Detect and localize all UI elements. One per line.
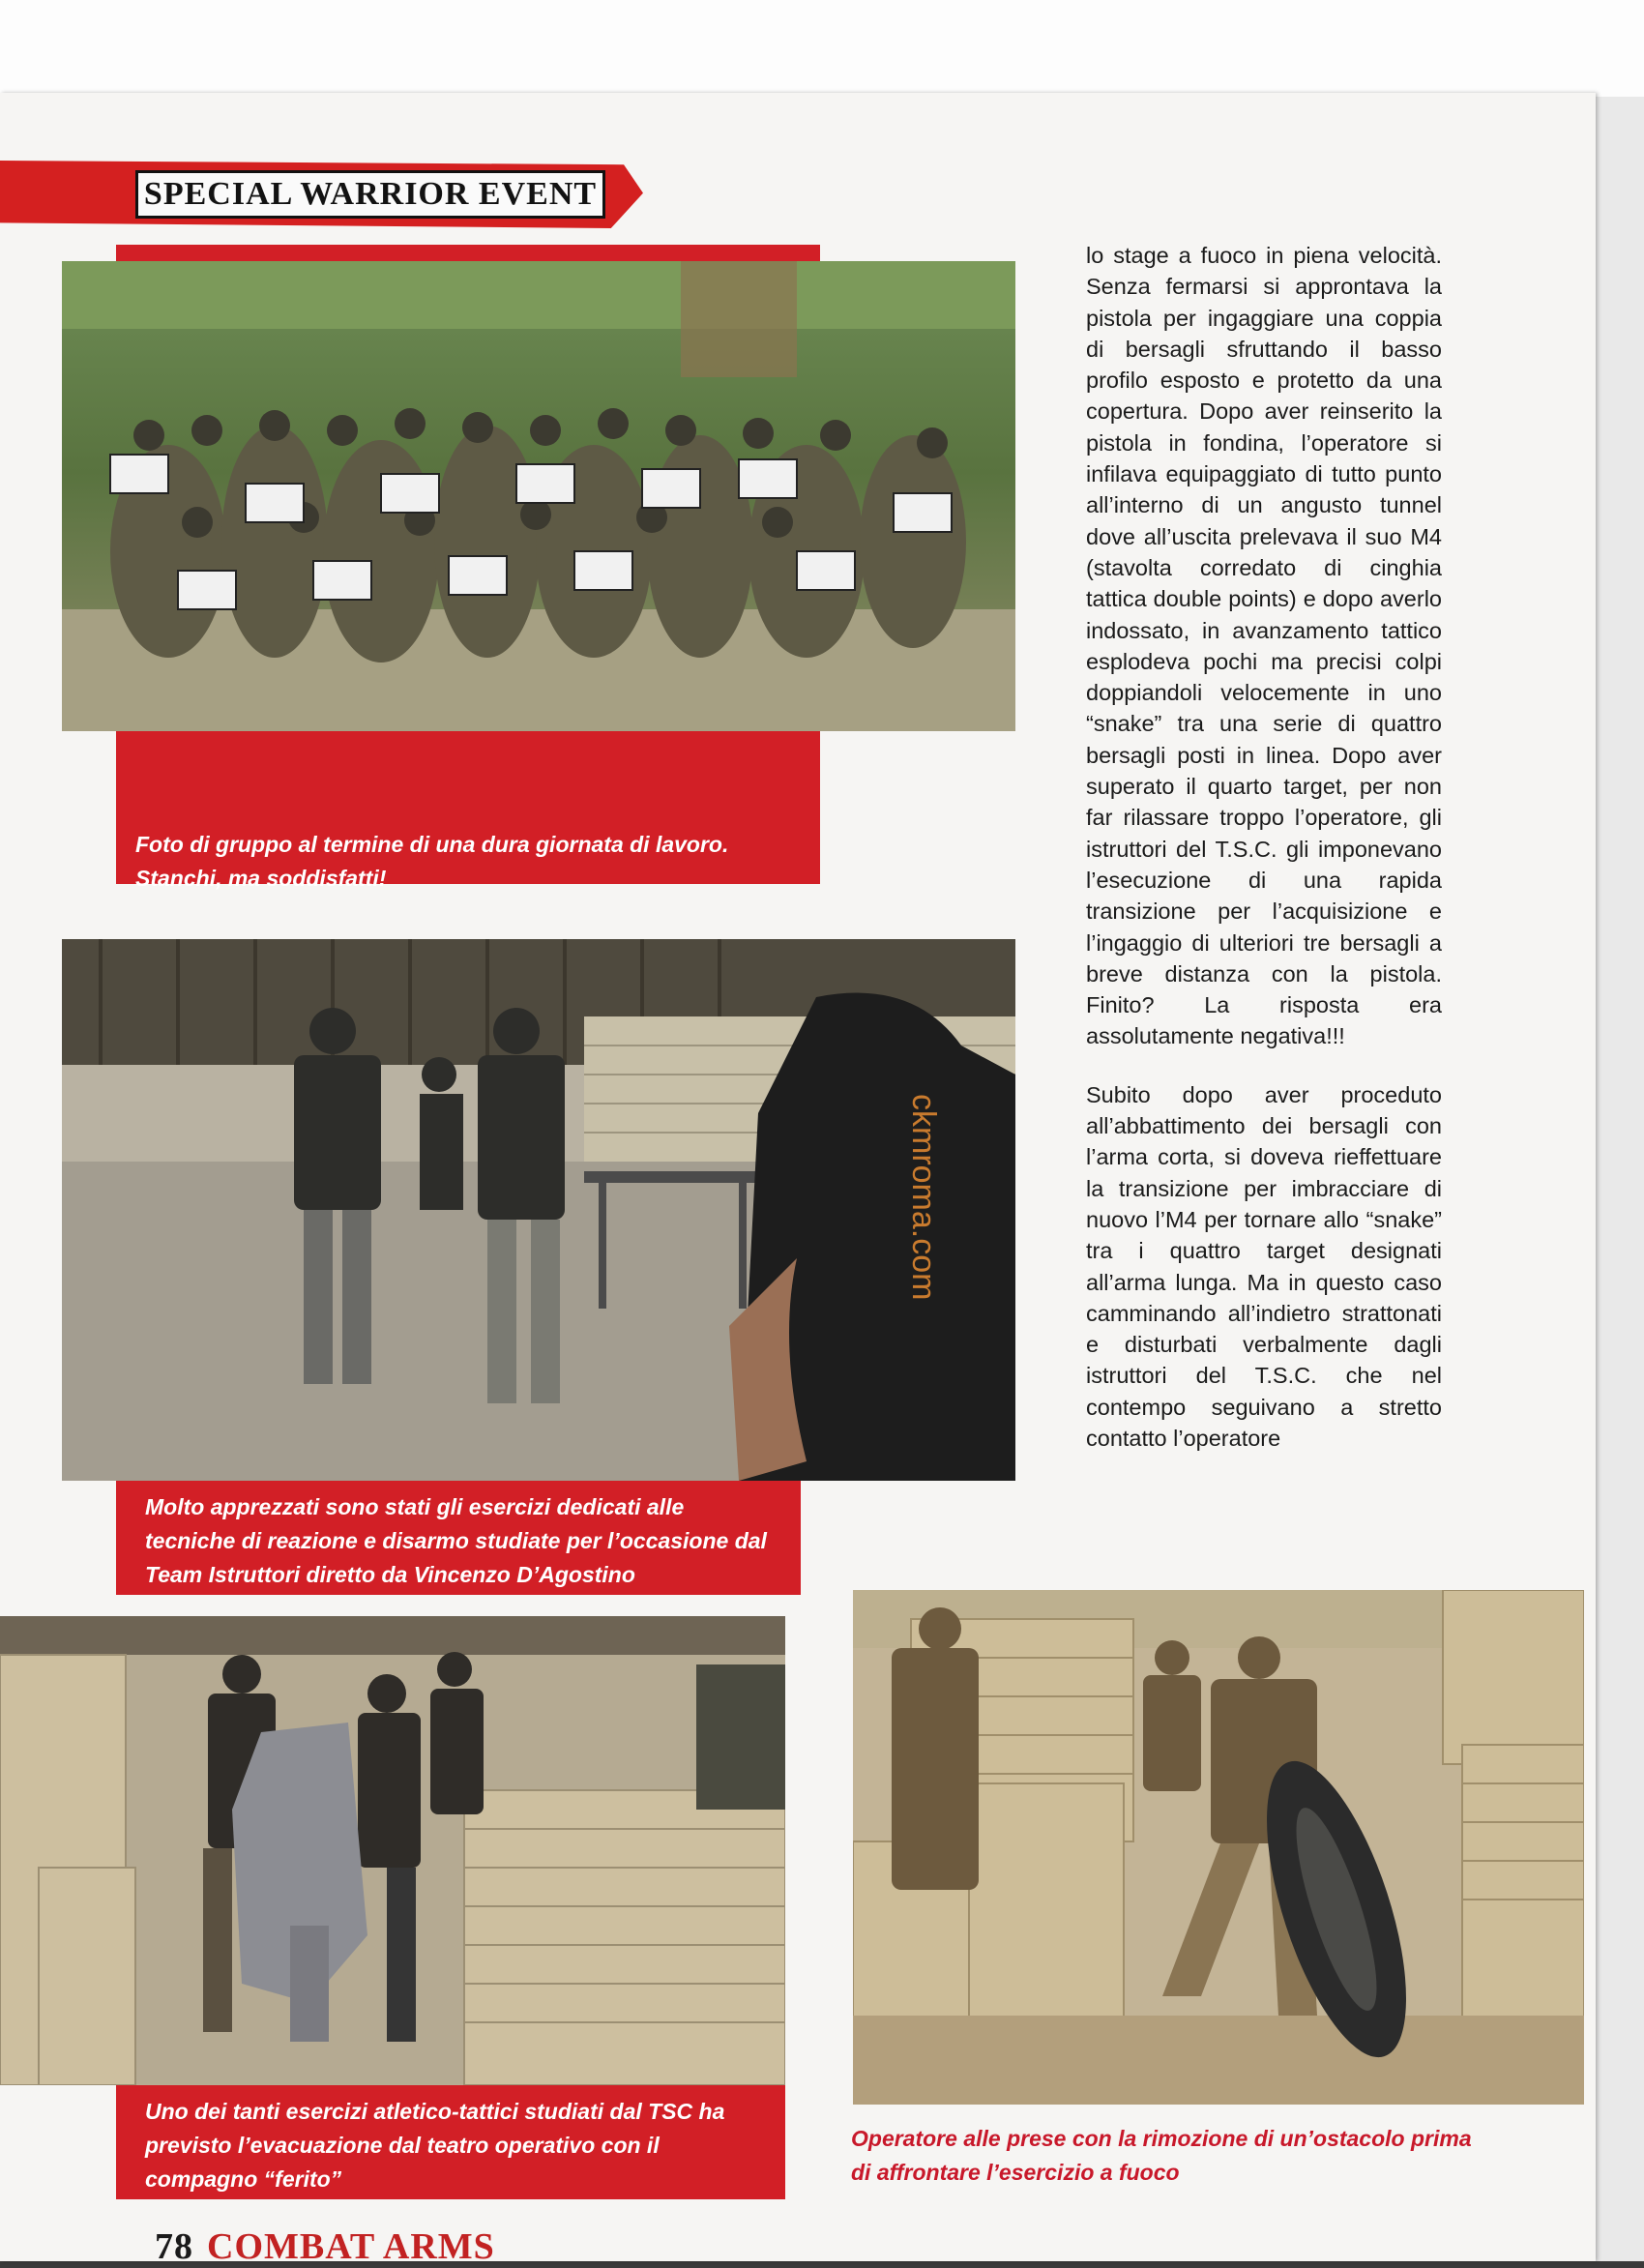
magazine-page <box>0 93 1596 2267</box>
scan-background-top <box>0 0 1644 97</box>
group-photo <box>62 261 1015 731</box>
article-paragraph: lo stage a fuoco in piena velocità. Senza fermarsi si approntava la pistola per ingaggiare una coppia di bersagli sfruttando il basso profilo esposto e protetto da una copertura. Dopo aver reinserito la pistola in fondina, l’operatore si infilava equipaggiato di tutto punto all’interno di un angusto tunnel dove all’uscita prelevava il suo M4 (stavolta corredato di cinghia tattica double points) e dopo averlo indossato, in avanzamento tattico esplodeva pochi ma precisi colpi doppiandoli velocemente in uno “snake” tra una serie di quattro bersagli posti in linea. Dopo aver superato il quarto target, per non far rilassare troppo l’operatore, gli istruttori del T.S.C. gli imponevano l’esecuzione di una rapida transizione per l’acquisizione e l’ingaggio di ulteriori tre bersagli a breve distanza con la pistola. Finito? La risposta era assolutamente negativa!!! <box>1086 243 1442 1049</box>
article-paragraph: Subito dopo aver proceduto all’abbattimento dei bersagli con l’arma corta, si doveva rieffettuare la transizione per imbracciare di nuovo l’M4 per tornare allo “snake” tra i quattro target designati all’arma lunga. Ma in questo caso camminando all’indietro strattonati e disturbati verbalmente dagli istruttori del T.S.C. che nel contempo seguivano a stretto contatto l’operatore <box>1086 1081 1442 1451</box>
obstacle-photo <box>853 1590 1584 2105</box>
group-photo-caption-text: Foto di gruppo al termine di una dura giornata di lavoro. Stanchi, ma soddisfatti! <box>135 832 729 891</box>
page-footer <box>155 2225 495 2268</box>
section-header-label: SPECIAL WARRIOR EVENT <box>135 170 605 219</box>
evacuation-photo <box>0 1616 785 2085</box>
scan-background-right <box>1594 97 1644 2261</box>
article-body <box>1086 240 1442 1481</box>
disarm-drill-photo <box>62 939 1015 1481</box>
evacuation-caption: Uno dei tanti esercizi atletico-tattici studiati dal TSC ha previsto l’evacuazione dal teatro operativo con il compagno “ferito” <box>116 2085 785 2199</box>
disarm-drill-caption: Molto apprezzati sono stati gli esercizi dedicati alle tecniche di reazione e disarmo studiate per l’occasione dal Team Istruttori diretto da Vincenzo D’Agostino <box>116 1481 801 1595</box>
shirt-logo-text: ckmroma.com <box>905 1094 942 1301</box>
magazine-name: COMBAT ARMS <box>207 2226 495 2267</box>
page-number: 78 <box>155 2226 193 2267</box>
obstacle-caption: Operatore alle prese con la rimozione di un’ostacolo prima di affrontare l’esercizio a fuoco <box>851 2126 1472 2185</box>
